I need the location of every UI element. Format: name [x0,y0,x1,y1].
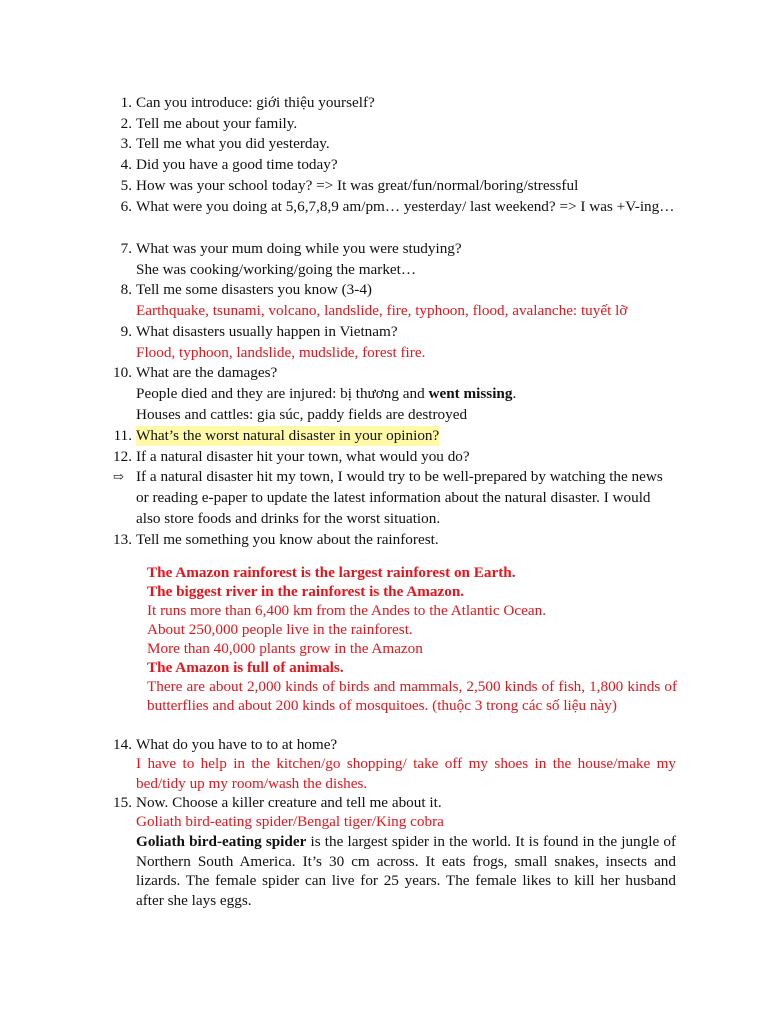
right-arrow-icon: ⇨ [113,469,124,484]
answer-12: If a natural disaster hit my town, I would try to be well-prepared by watching the news or reading e-paper to update the latest information about the natural disaster. I would also store foods and drinks for the worst situation. [136,468,663,527]
question-text: What are the damages? [136,364,278,381]
answer-15 [136,832,676,910]
question-number: 12. [113,448,132,465]
answer-text: Houses and cattles: gia súc, paddy fields are destroyed [136,406,468,423]
question-number: 15. [113,794,132,811]
question-number: 6. [120,198,132,215]
question-number: 10. [113,364,132,381]
amazon-line-3: It runs more than 6,400 km from the Andes to the Atlantic Ocean. [147,602,547,619]
answer-text: is the largest spider in the world. It is found in the jungle of Northern South America. It’s 30 cm across. It eats frogs, small snakes, insects and lizards. The female spider can live for 25 years. The female likes to kill her husband after she lays eggs. [136,833,676,909]
amazon-line-1: The Amazon rainforest is the largest rainforest on Earth. [147,564,516,581]
question-text: Now. Choose a killer creature and tell me about it. [136,794,442,811]
answer-text: She was cooking/working/going the market… [136,261,417,278]
amazon-line-4: About 250,000 people live in the rainforest. [147,621,413,638]
question-number: 13. [113,531,132,548]
answer-text: People died and they are injured: bị thương and [136,385,429,402]
question-text: How was your school today? => It was great/fun/normal/boring/stressful [136,177,579,194]
answer-text: Flood, typhoon, landslide, mudslide, forest fire. [136,344,426,361]
answer-14: I have to help in the kitchen/go shopping/ take off my shoes in the house/make my bed/tidy up my room/wash the dishes. [136,755,676,792]
question-text: Tell me about your family. [136,115,298,132]
question-number: 4. [120,156,132,173]
amazon-line-2: The biggest river in the rainforest is the Amazon. [147,583,465,600]
question-text: If a natural disaster hit your town, what would you do? [136,448,470,465]
question-text: What disasters usually happen in Vietnam? [136,323,398,340]
question-text: Tell me something you know about the rainforest. [136,531,439,548]
amazon-line-6: The Amazon is full of animals. [147,659,344,676]
question-number: 2. [120,115,132,132]
answer-text: Earthquake, tsunami, volcano, landslide, fire, typhoon, flood, avalanche: tuyết lỡ [136,302,628,319]
answer-text-end: . [512,385,517,402]
question-text: Did you have a good time today? [136,156,338,173]
question-text: What was your mum doing while you were studying? [136,240,462,257]
question-number: 5. [120,177,132,194]
question-number: 8. [120,281,132,298]
question-text: Tell me some disasters you know (3-4) [136,281,372,298]
question-number: 9. [120,323,132,340]
amazon-line-5: More than 40,000 plants grow in the Amazon [147,640,423,657]
question-number: 3. [120,135,132,152]
amazon-facts [147,563,677,715]
question-number: 11. [113,427,132,444]
question-number: 7. [120,240,132,257]
question-text: What do you have to to at home? [136,736,338,753]
amazon-line-7: There are about 2,000 kinds of birds and mammals, 2,500 kinds of fish, 1,800 kinds of butterflies and about 200 kinds of mosquitoes. (thuộc 3 trong các số liệu này) [147,678,677,714]
question-number: 1. [120,94,132,111]
answer-options: Goliath bird-eating spider/Bengal tiger/King cobra [136,813,444,830]
answer-bold-text: went missing [428,385,513,402]
question-text: Can you introduce: giới thiệu yourself? [136,94,375,111]
highlighted-question-text: What’s the worst natural disaster in your opinion? [136,427,440,444]
question-text: Tell me what you did yesterday. [136,135,330,152]
question-6-text: What were you doing at 5,6,7,8,9 am/pm… yesterday/ last weekend? => I was +V-ing… [136,198,675,215]
question-number: 14. [113,736,132,753]
answer-bold-text: Goliath bird-eating spider [136,833,307,850]
